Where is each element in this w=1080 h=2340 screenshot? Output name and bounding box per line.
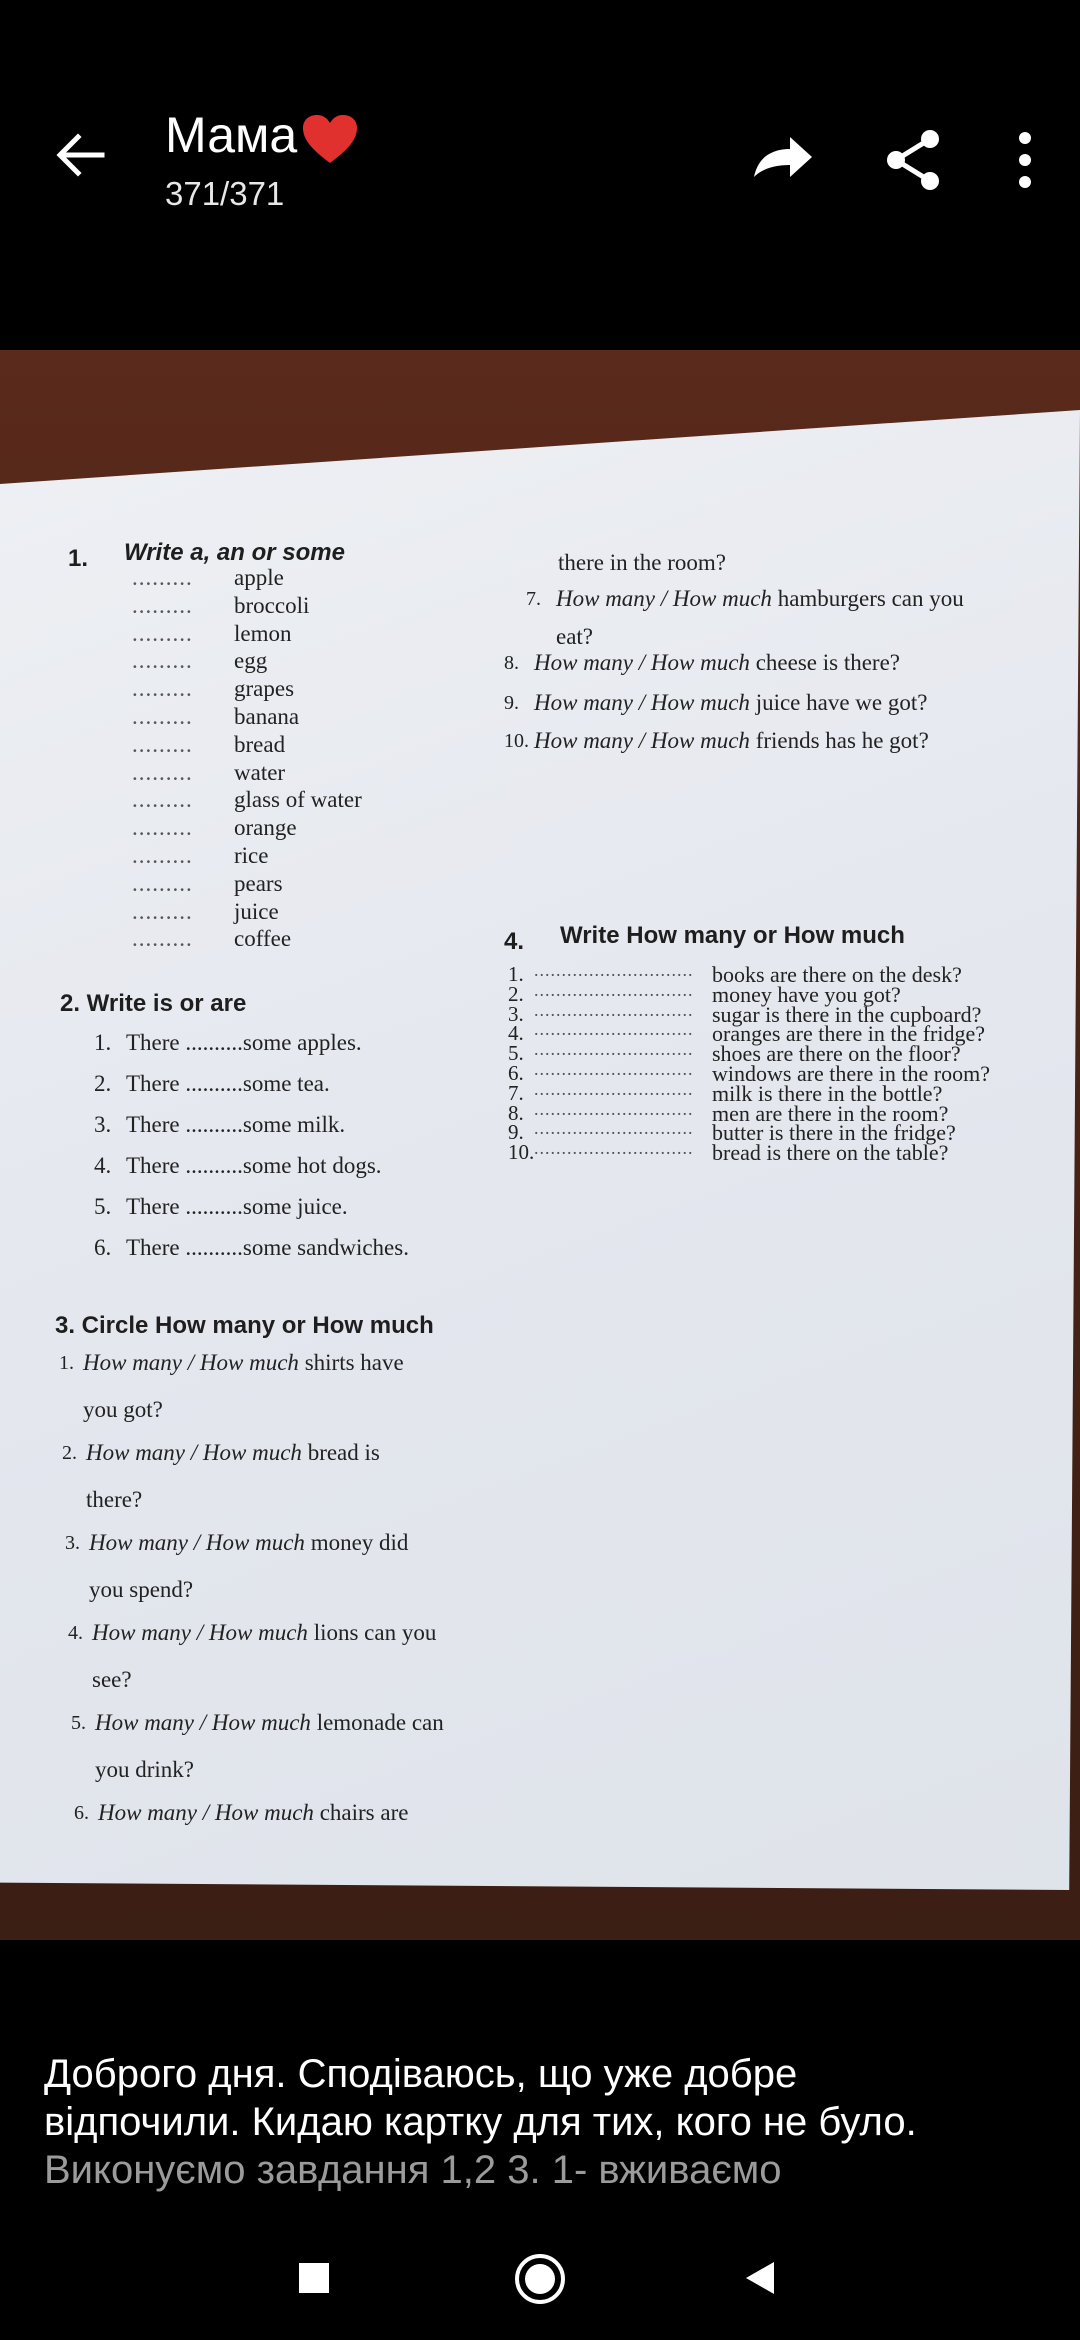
share-icon[interactable]: [880, 125, 950, 195]
ex4-num: 3.: [508, 1001, 524, 1026]
ex3-choice[interactable]: How many / How much: [534, 690, 750, 715]
ex4-sentence: men are there in the room?: [712, 1100, 949, 1126]
ex4-sentence: sugar is there in the cupboard?: [712, 1001, 982, 1027]
ex2-num: 5.: [94, 1194, 112, 1219]
ex3-question: [89, 1530, 408, 1556]
caption-line-3: Виконуємо завдання 1,2 3. 1- вживаємо: [44, 2148, 782, 2192]
ex1-blank: .........: [132, 731, 193, 757]
ex2-num: 3.: [94, 1112, 112, 1137]
ex2-sentence: There ..........some milk.: [126, 1112, 346, 1137]
ex4-num: 1.: [508, 962, 524, 986]
ex4-sentence: books are there on the desk?: [712, 962, 962, 987]
caption-line-2: відпочили. Кидаю картку для тих, кого не було.: [44, 2100, 917, 2144]
ex3-rest: lemonade can: [316, 1710, 444, 1735]
home-circle-icon[interactable]: [513, 2252, 567, 2306]
ex2-num: 2.: [94, 1071, 112, 1096]
app-header: [0, 0, 1080, 330]
ex3-title: 3. Circle How many or How much: [55, 1312, 434, 1339]
ex1-blank: .........: [132, 759, 193, 785]
ex4-num: 10.: [508, 1140, 535, 1165]
ex1-blank: .........: [132, 676, 193, 702]
ex3-rest: juice have we got?: [755, 690, 928, 715]
ex1-blank: .........: [132, 620, 193, 646]
ex1-item: coffee: [234, 926, 292, 952]
ex2-sentence: There ..........some juice.: [126, 1194, 348, 1219]
photo-viewer[interactable]: [0, 350, 1080, 1940]
media-counter: 371/371: [165, 175, 285, 212]
ex1-item: apple: [234, 565, 284, 590]
ex3-choice[interactable]: How many / How much: [534, 650, 750, 675]
ex3-cont: you got?: [83, 1397, 163, 1422]
ex3-choice[interactable]: How many / How much: [556, 586, 772, 611]
ex4-num: 5.: [508, 1041, 524, 1066]
ex1-item: juice: [234, 898, 279, 924]
ex4-blank: .............................: [534, 1019, 694, 1040]
ex1-blank: .........: [132, 592, 193, 618]
ex1-item: lemon: [234, 620, 292, 646]
ex1-blank: .........: [132, 870, 193, 896]
ex2-sentence: There ..........some tea.: [126, 1071, 330, 1096]
ex3-cont: see?: [92, 1667, 132, 1692]
ex4-sentence: oranges are there in the fridge?: [712, 1021, 986, 1047]
ex4-blank: .............................: [534, 1098, 694, 1119]
ex4-blank: .............................: [534, 1138, 694, 1159]
ex3-choice[interactable]: How many / How much: [98, 1800, 314, 1825]
ex3-num: 5.: [71, 1712, 86, 1734]
ex1-item: pears: [234, 870, 283, 896]
ex3-question: [534, 728, 929, 754]
ex3-cont: there?: [86, 1487, 143, 1512]
ex1-number: 1.: [68, 545, 89, 572]
ex3-rest: chairs are: [319, 1800, 409, 1825]
ex3-choice[interactable]: How many / How much: [92, 1620, 308, 1645]
ex3-question: [92, 1620, 436, 1646]
ex1-item: glass of water: [234, 787, 362, 813]
chat-title-text: Мама: [165, 107, 298, 163]
ex3-question: [83, 1350, 404, 1376]
ex4-sentence: milk is there in the bottle?: [712, 1080, 943, 1106]
ex3-question: [534, 650, 900, 676]
ex3-cont: you drink?: [95, 1757, 195, 1782]
ex4-blank: .............................: [534, 1078, 694, 1099]
ex3-question: [98, 1800, 408, 1826]
ex1-blank: .........: [132, 787, 193, 813]
system-navigation-bar: [0, 2210, 1080, 2340]
ex3-question: [556, 586, 964, 612]
ex2-num: 1.: [94, 1030, 112, 1055]
ex2-sentence: There ..........some sandwiches.: [126, 1235, 409, 1260]
ex4-sentence: butter is there in the fridge?: [712, 1120, 956, 1146]
ex3-num: 8.: [504, 652, 519, 674]
ex1-item: orange: [234, 815, 297, 841]
ex1-blank: .........: [132, 898, 193, 924]
ex2-num: 4.: [94, 1153, 112, 1178]
ex4-num: 6.: [508, 1061, 524, 1085]
ex2-sentence: There ..........some hot dogs.: [126, 1153, 382, 1178]
ex3-choice[interactable]: How many / How much: [89, 1530, 305, 1555]
heart-emoji: [301, 113, 359, 165]
ex1-item: rice: [234, 843, 269, 868]
ex1-item: grapes: [234, 676, 295, 702]
ex1-blank: .........: [132, 926, 193, 952]
ex3-num: 6.: [74, 1802, 89, 1824]
ex1-item: egg: [234, 648, 268, 674]
recents-square-icon[interactable]: [298, 2262, 330, 2294]
ex4-sentence: windows are there in the room?: [712, 1061, 990, 1086]
ex4-num: 7.: [508, 1080, 524, 1105]
ex3-rest: lions can you: [313, 1620, 437, 1645]
ex4-blank: .............................: [534, 999, 694, 1020]
ex4-blank: .............................: [534, 1059, 694, 1079]
ex4-title: Write How many or How much: [560, 922, 905, 949]
ex3-choice[interactable]: How many / How much: [86, 1440, 302, 1465]
caption-line-1: Доброго дня. Сподіваюсь, що уже добре: [44, 2052, 798, 2096]
ex4-blank: .............................: [534, 979, 694, 1000]
back-triangle-icon[interactable]: [742, 2260, 778, 2296]
ex4-num: 4.: [508, 1021, 524, 1046]
ex4-num: 2.: [508, 981, 524, 1006]
ex1-blank: .........: [132, 815, 193, 841]
ex4-blank: .............................: [534, 1118, 694, 1139]
ex3-choice[interactable]: How many / How much: [534, 728, 750, 753]
ex3-col2-top: there in the room?: [558, 550, 726, 575]
ex3-cont: you spend?: [89, 1577, 194, 1602]
forward-icon[interactable]: [748, 125, 818, 195]
ex3-rest: friends has he got?: [755, 728, 929, 753]
chat-title[interactable]: [165, 105, 359, 165]
ex4-num: 8.: [508, 1100, 524, 1125]
ex4-blank: .............................: [534, 960, 694, 980]
ex3-rest: money did: [310, 1530, 409, 1555]
ex3-choice[interactable]: How many / How much: [95, 1710, 311, 1735]
ex1-blank: .........: [132, 843, 193, 868]
ex3-num: 2.: [62, 1442, 77, 1464]
ex1-blank: .........: [132, 704, 193, 729]
ex4-number: 4.: [504, 928, 525, 955]
ex3-num: 1.: [59, 1352, 74, 1374]
ex3-question: [95, 1710, 444, 1736]
ex3-num: 3.: [65, 1532, 80, 1554]
ex3-num: 7.: [526, 588, 541, 610]
ex1-title: Write a, an or some: [124, 539, 345, 566]
ex3-rest: hamburgers can you: [777, 586, 964, 611]
ex2-title: 2. Write is or are: [60, 990, 247, 1017]
ex3-rest: cheese is there?: [755, 650, 900, 675]
message-caption: [44, 2050, 1044, 2194]
ex1-item: banana: [234, 704, 300, 729]
ex3-question: [534, 690, 927, 716]
ex2-sentence: There ..........some apples.: [126, 1030, 362, 1055]
ex3-cont: eat?: [556, 624, 594, 649]
back-arrow-icon[interactable]: [50, 125, 110, 185]
ex3-rest: bread is: [307, 1440, 380, 1465]
ex1-blank: .........: [132, 648, 193, 674]
ex2-num: 6.: [94, 1235, 112, 1260]
ex4-num: 9.: [508, 1120, 524, 1145]
ex3-num: 4.: [68, 1622, 83, 1644]
ex1-item: water: [234, 759, 286, 785]
ex3-choice[interactable]: How many / How much: [83, 1350, 299, 1375]
ex4-sentence: bread is there on the table?: [712, 1140, 949, 1166]
ex4-sentence: shoes are there on the floor?: [712, 1041, 961, 1067]
ex4-blank: .............................: [534, 1039, 694, 1060]
ex4-sentence: money have you got?: [712, 981, 901, 1007]
ex3-question: [86, 1440, 380, 1466]
ex3-rest: shirts have: [304, 1350, 404, 1375]
ex3-num: 10.: [504, 730, 529, 752]
ex3-num: 9.: [504, 692, 519, 714]
ex1-item: broccoli: [234, 592, 310, 618]
ex1-item: bread: [234, 731, 286, 757]
ex1-blank: .........: [132, 565, 193, 590]
more-vert-icon[interactable]: [990, 125, 1060, 195]
